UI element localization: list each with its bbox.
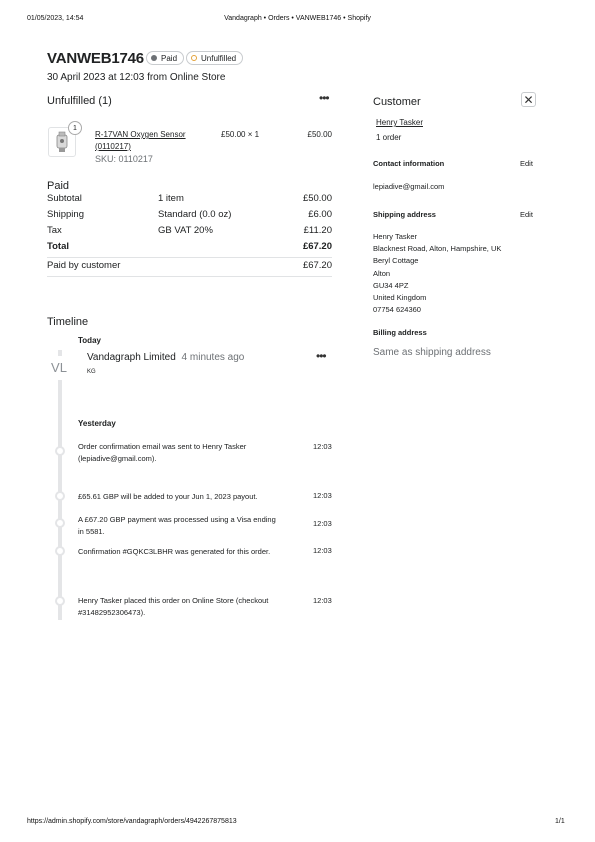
payment-title: Paid <box>47 180 70 192</box>
timeline-event-dot <box>55 546 65 556</box>
timeline-event: £65.61 GBP will be added to your Jun 1, 2023 payout. <box>78 492 258 501</box>
unfulfilled-badge <box>186 51 243 65</box>
billing-address-title: Billing address <box>373 328 427 337</box>
paid-by-row <box>47 260 332 276</box>
paid-status-icon <box>151 55 157 61</box>
timeline-event-time: 12:03 <box>313 596 332 605</box>
shipping-row <box>47 209 332 225</box>
payment-table <box>47 193 332 277</box>
tax-amount: £11.20 <box>303 225 332 236</box>
product-price-qty: £50.00 × 1 <box>221 130 260 139</box>
address-line: Alton <box>373 268 391 278</box>
comment-body: KG <box>87 369 96 375</box>
timeline-event: A £67.20 GBP payment was processed using a Visa ending in 5581. <box>78 515 276 536</box>
shipping-address <box>373 231 501 316</box>
customer-orders: 1 order <box>376 133 402 142</box>
edit-contact-button[interactable]: Edit <box>520 159 533 168</box>
timeline-event-time: 12:03 <box>313 442 332 451</box>
shipping-address-title: Shipping address <box>373 210 436 219</box>
paid-by-amount: £67.20 <box>302 260 332 271</box>
shipping-detail: Standard (0.0 oz) <box>158 209 232 220</box>
shipping-amount: £6.00 <box>308 209 332 220</box>
tax-label: Tax <box>47 225 62 236</box>
total-label: Total <box>47 241 69 252</box>
divider <box>47 276 332 277</box>
product-code-link[interactable]: (0110217) <box>95 142 131 151</box>
address-line: 07754 624360 <box>373 305 421 315</box>
timeline-title: Timeline <box>47 316 89 328</box>
timeline-event-dot <box>55 446 65 456</box>
quantity-badge: 1 <box>68 121 82 135</box>
customer-name-link[interactable]: Henry Tasker <box>376 118 423 127</box>
product-name-link[interactable]: R-17VAN Oxygen Sensor <box>95 130 186 139</box>
total-amount: £67.20 <box>302 241 332 252</box>
contact-info-title: Contact information <box>373 159 445 168</box>
unfulfilled-status-icon <box>191 55 197 61</box>
timeline-event-time: 12:03 <box>313 491 332 500</box>
order-subtitle: 30 April 2023 at 12:03 from Online Store <box>47 72 226 83</box>
timeline-event: Order confirmation email was sent to Henry Tasker (lepiadive@gmail.com). <box>78 442 247 463</box>
paid-by-label: Paid by customer <box>47 260 121 271</box>
more-actions-icon[interactable]: ••• <box>319 91 329 105</box>
product-sku: SKU: 0110217 <box>95 154 153 164</box>
avatar: VL <box>40 356 78 380</box>
subtotal-detail: 1 item <box>158 193 184 204</box>
tax-detail: GB VAT 20% <box>158 225 213 236</box>
total-row <box>47 241 332 257</box>
unfulfilled-title: Unfulfilled (1) <box>47 95 112 107</box>
customer-email[interactable]: lepiadive@gmail.com <box>373 182 445 191</box>
divider <box>47 257 332 258</box>
address-line: Henry Tasker <box>373 232 418 241</box>
comment-author-name: Vandagraph Limited <box>87 352 176 363</box>
timeline-event-dot <box>55 596 65 606</box>
address-line: Beryl Cottage <box>373 256 419 266</box>
comment-author <box>87 352 244 363</box>
timeline-event: Henry Tasker placed this order on Online Store (checkout #31482952306473). <box>78 596 269 617</box>
subtotal-label: Subtotal <box>47 193 82 204</box>
close-icon[interactable]: ✕ <box>521 92 536 107</box>
address-line: GU34 4PZ <box>373 280 409 290</box>
billing-same-as-shipping: Same as shipping address <box>373 347 491 358</box>
subtotal-row <box>47 193 332 209</box>
timeline-event-dot <box>55 491 65 501</box>
address-line: United Kingdom <box>373 293 427 303</box>
comment-more-icon[interactable]: ••• <box>316 349 326 363</box>
timeline-yesterday: Yesterday <box>78 419 116 428</box>
timeline-event-dot <box>55 518 65 528</box>
print-page-count: 1/1 <box>555 818 565 825</box>
timeline-event-time: 12:03 <box>313 546 332 555</box>
print-datetime: 01/05/2023, 14:54 <box>27 15 84 22</box>
unfulfilled-badge-label: Unfulfilled <box>201 53 237 63</box>
address-line: Blacknest Road, Alton, Hampshire, UK <box>373 244 502 254</box>
timeline-line <box>58 350 62 620</box>
edit-shipping-button[interactable]: Edit <box>520 210 533 219</box>
timeline-event: Confirmation #GQKC3LBHR was generated for this order. <box>78 547 271 556</box>
print-page-title: Vandagraph • Orders • VANWEB1746 • Shopify <box>224 15 371 22</box>
comment-time: 4 minutes ago <box>181 352 245 363</box>
timeline-event-time: 12:03 <box>313 519 332 528</box>
shipping-label: Shipping <box>47 209 84 220</box>
customer-title: Customer <box>373 96 421 108</box>
subtotal-amount: £50.00 <box>302 193 332 204</box>
paid-badge-label: Paid <box>161 53 178 63</box>
product-line-total: £50.00 <box>307 130 332 139</box>
paid-badge <box>146 51 184 65</box>
order-id: VANWEB1746 <box>47 50 144 67</box>
tax-row <box>47 225 332 241</box>
print-url: https://admin.shopify.com/store/vandagraph/orders/4942267875813 <box>27 818 237 825</box>
timeline-today: Today <box>78 336 101 345</box>
